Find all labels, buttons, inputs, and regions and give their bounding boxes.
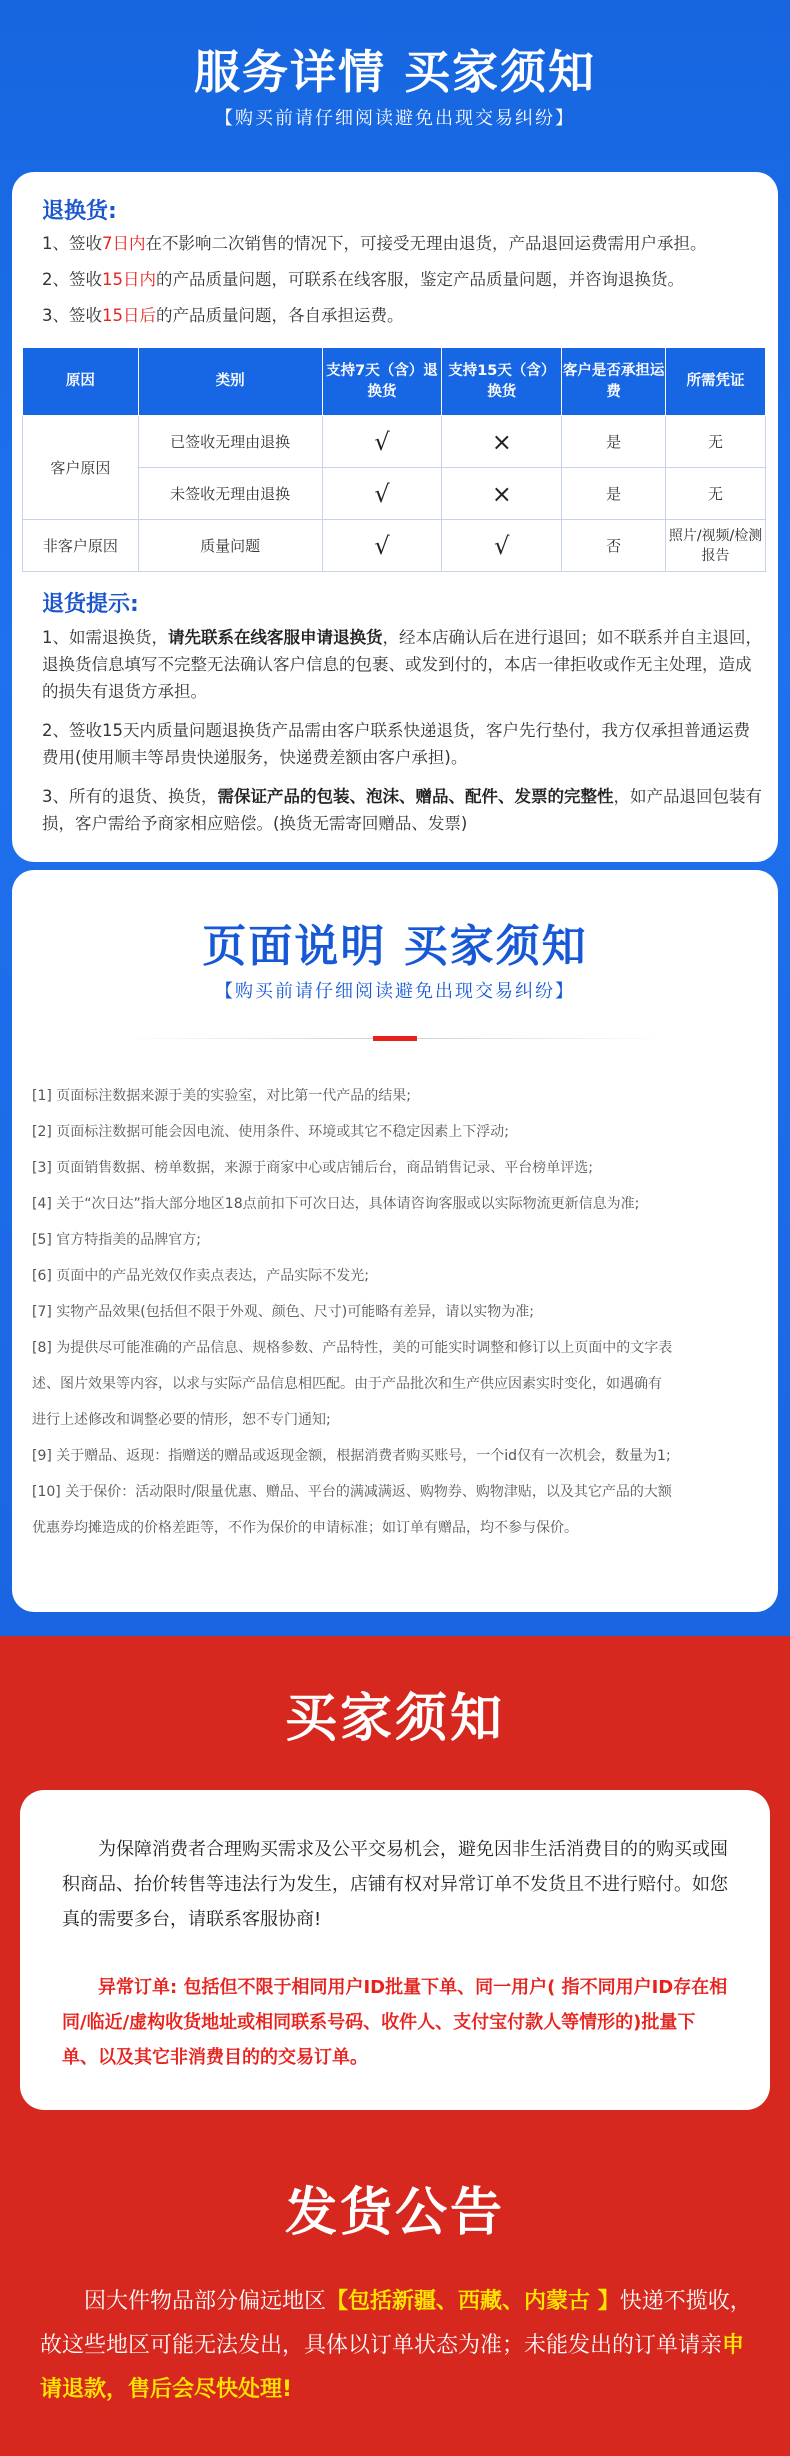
- returns-line-2: [42, 266, 762, 293]
- check-icon: √: [322, 468, 442, 520]
- text: 1、如需退换货，: [42, 628, 168, 647]
- tips-heading: 退货提示:: [42, 592, 139, 617]
- text: 的产品质量问题，各自承担运费。: [156, 306, 404, 325]
- page-notes-card: [12, 870, 778, 1612]
- text: 3、所有的退货、换货，: [42, 787, 218, 806]
- th-shipping-fee: 客户是否承担运费: [562, 348, 666, 416]
- hero-subtitle: 【购买前请仔细阅读避免出现交易纠纷】: [215, 108, 575, 129]
- text: 因大件物品部分偏远地区: [84, 2289, 327, 2314]
- abnormal-order-text: 异常订单: 包括但不限于相同用户ID批量下单、同一用户( 指不同用户ID存在相同/临近/虚构收货地址或相同联系号码、收件人、支付宝付款人等情形的)批量下单、以及其它非消费目的的交易订单。: [62, 1977, 728, 2068]
- returns-line-3: [42, 302, 762, 329]
- th-category: 类别: [138, 348, 322, 416]
- check-icon: √: [322, 520, 442, 572]
- emphasis: 请先联系在线客服申请退换货: [168, 628, 383, 647]
- cross-icon: ×: [442, 416, 562, 468]
- text: 2、签收: [42, 270, 102, 289]
- cell-fee: 是: [562, 468, 666, 520]
- cell-category: 已签收无理由退换: [138, 416, 322, 468]
- cell-fee: 是: [562, 416, 666, 468]
- note-line: 优惠券均摊造成的价格差距等，不作为保价的申请标准；如订单有赠品，均不参与保价。: [32, 1520, 578, 1536]
- cell-category: 未签收无理由退换: [138, 468, 322, 520]
- check-icon: √: [442, 520, 562, 572]
- shipping-text: [40, 2280, 752, 2412]
- note-line: [5] 官方特指美的品牌官方;: [32, 1232, 201, 1248]
- highlight: 15日内: [102, 270, 156, 289]
- cell-category: 质量问题: [138, 520, 322, 572]
- cell-fee: 否: [562, 520, 666, 572]
- check-icon: √: [322, 416, 442, 468]
- text: 的产品质量问题，可联系在线客服，鉴定产品质量问题，并咨询退换货。: [156, 270, 684, 289]
- page-notes-title: 页面说明 买家须知: [202, 921, 588, 972]
- divider-accent: [373, 1036, 417, 1041]
- region-highlight: 【包括新疆、西藏、内蒙古 】: [326, 2289, 620, 2314]
- tip-2: 2、签收15天内质量问题退换货产品需由客户联系快递退货，客户先行垫付，我方仅承担普通运费费用(使用顺丰等昂贵快递服务，快递费差额由客户承担)。: [42, 721, 750, 767]
- text: 在不影响二次销售的情况下，可接受无理由退货，产品退回运费需用户承担。: [145, 234, 707, 253]
- emphasis: 需保证产品的包装、泡沫、赠品、配件、发票的完整性: [217, 787, 614, 806]
- th-proof: 所需凭证: [666, 348, 766, 416]
- tip-1: [42, 624, 762, 705]
- text: 3、签收: [42, 306, 102, 325]
- refund-highlight: 申请退款，售后会尽快处理!: [40, 2333, 745, 2402]
- note-line: [10] 关于保价：活动限时/限量优惠、赠品、平台的满减满返、购物券、购物津贴，以及其它产品的大额: [32, 1484, 672, 1500]
- buyer-notice-text: 为保障消费者合理购买需求及公平交易机会，避免因非生活消费目的的购买或囤积商品、抬价转售等违法行为发生，店铺有权对异常订单不发货且不进行赔付。如您真的需要多台，请联系客服协商!: [62, 1839, 728, 1930]
- returns-card: [12, 172, 778, 862]
- cross-icon: ×: [442, 468, 562, 520]
- group-non-customer-reason: 非客户原因: [23, 520, 139, 572]
- highlight: 15日后: [102, 306, 156, 325]
- note-line: [2] 页面标注数据可能会因电流、使用条件、环境或其它不稳定因素上下浮动;: [32, 1124, 509, 1140]
- note-line: 进行上述修改和调整必要的情形，恕不专门通知;: [32, 1412, 331, 1428]
- th-7day: 支持7天（含）退换货: [322, 348, 442, 416]
- table-row: [23, 520, 766, 572]
- table-row: [23, 416, 766, 468]
- tip-3: [42, 783, 762, 837]
- cell-proof: 无: [666, 416, 766, 468]
- buyer-notice-card: [20, 1790, 770, 2110]
- note-line: [1] 页面标注数据来源于美的实验室，对比第一代产品的结果;: [32, 1088, 411, 1104]
- note-line: [9] 关于赠品、返现：指赠送的赠品或返现金额，根据消费者购买账号，一个id仅有一次机会，数量为1;: [32, 1448, 671, 1464]
- th-reason: 原因: [23, 348, 139, 416]
- text: 1、签收: [42, 234, 102, 253]
- hero-title: 服务详情 买家须知: [193, 45, 596, 99]
- text: ，经本店确认后在进行退回；如不联系并自主退回，退换货信息填写不完整无法确认客户信息的包裹、或发到付的，本店一律拒收或作无主处理，造成的损失有退货方承担。: [42, 628, 762, 701]
- note-line: [7] 实物产品效果(包括但不限于外观、颜色、尺寸)可能略有差异，请以实物为准;: [32, 1304, 534, 1320]
- note-line: [6] 页面中的产品光效仅作卖点表达，产品实际不发光;: [32, 1268, 369, 1284]
- text: ，如产品退回包装有损，客户需给予商家相应赔偿。(换货无需寄回赠品、发票): [42, 787, 762, 833]
- buyer-notice-title: 买家须知: [284, 1689, 505, 1749]
- table-header-row: [23, 348, 766, 416]
- note-line: [4] 关于“次日达”指大部分地区18点前扣下可次日达，具体请咨询客服或以实际物流更新信息为准;: [32, 1196, 640, 1212]
- returns-heading: 退换货:: [42, 199, 117, 224]
- group-customer-reason: 客户原因: [23, 416, 139, 520]
- cell-proof: 无: [666, 468, 766, 520]
- note-line: 述、图片效果等内容，以求与实际产品信息相匹配。由于产品批次和生产供应因素实时变化，如遇确有: [32, 1376, 662, 1392]
- text: 快递不揽收，故这些地区可能无法发出，具体以订单状态为准；未能发出的订单请亲: [40, 2289, 752, 2358]
- returns-table: [22, 347, 766, 572]
- page-notes-subtitle: 【购买前请仔细阅读避免出现交易纠纷】: [215, 981, 575, 1002]
- returns-line-1: [42, 230, 762, 257]
- th-15day: 支持15天（含）换货: [442, 348, 562, 416]
- note-line: [8] 为提供尽可能准确的产品信息、规格参数、产品特性，美的可能实时调整和修订以上页面中的文字表: [32, 1340, 673, 1356]
- highlight: 7日内: [102, 234, 146, 253]
- shipping-title: 发货公告: [284, 2183, 505, 2243]
- note-line: [3] 页面销售数据、榜单数据，来源于商家中心或店铺后台，商品销售记录、平台榜单评选;: [32, 1160, 593, 1176]
- cell-proof: 照片/视频/检测报告: [666, 520, 766, 572]
